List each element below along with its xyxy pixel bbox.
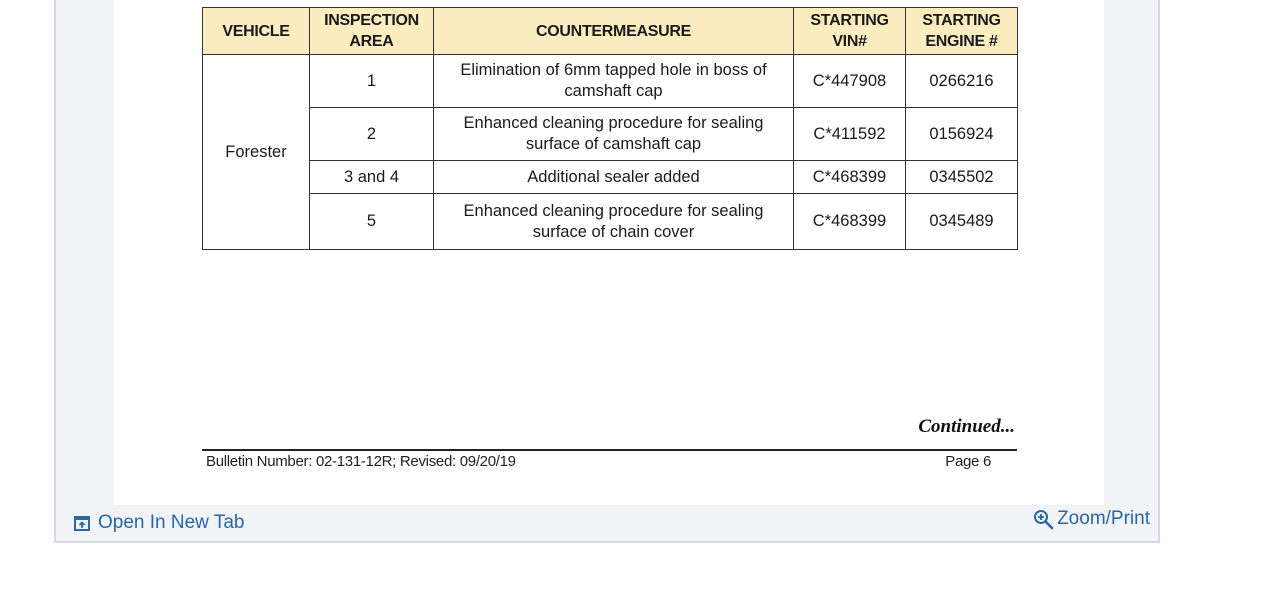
table-row bbox=[203, 55, 1018, 108]
header-inspection-area: INSPECTION AREA bbox=[310, 8, 434, 55]
open-in-new-tab-link[interactable] bbox=[74, 512, 244, 534]
vin-cell: C*447908 bbox=[794, 55, 906, 108]
countermeasure-cell: Enhanced cleaning procedure for sealing surface of chain cover bbox=[434, 194, 794, 250]
engine-cell: 0266216 bbox=[906, 55, 1018, 108]
vehicle-cell: Forester bbox=[203, 55, 310, 250]
engine-cell: 0345489 bbox=[906, 194, 1018, 250]
continued-label: Continued... bbox=[918, 416, 1015, 437]
header-vehicle: VEHICLE bbox=[203, 8, 310, 55]
document-page bbox=[114, 0, 1104, 505]
vin-cell: C*411592 bbox=[794, 108, 906, 161]
table-header-row bbox=[203, 8, 1018, 55]
table-row bbox=[203, 108, 1018, 161]
header-starting-vin: STARTING VIN# bbox=[794, 8, 906, 55]
table-row bbox=[203, 161, 1018, 194]
zoom-print-label: Zoom/Print bbox=[1057, 508, 1150, 529]
zoom-in-icon bbox=[1033, 509, 1054, 530]
countermeasure-cell: Enhanced cleaning procedure for sealing surface of camshaft cap bbox=[434, 108, 794, 161]
countermeasure-cell: Additional sealer added bbox=[434, 161, 794, 194]
header-countermeasure: COUNTERMEASURE bbox=[434, 8, 794, 55]
vin-cell: C*468399 bbox=[794, 161, 906, 194]
countermeasure-table bbox=[202, 7, 1018, 250]
area-cell: 2 bbox=[310, 108, 434, 161]
open-in-new-tab-label: Open In New Tab bbox=[98, 512, 245, 533]
bulletin-number: Bulletin Number: 02-131-12R; Revised: 09/20/19 bbox=[206, 453, 516, 470]
area-cell: 3 and 4 bbox=[310, 161, 434, 194]
document-viewer bbox=[54, 0, 1160, 543]
header-starting-engine: STARTING ENGINE # bbox=[906, 8, 1018, 55]
page-number: Page 6 bbox=[945, 453, 991, 470]
countermeasure-cell: Elimination of 6mm tapped hole in boss of camshaft cap bbox=[434, 55, 794, 108]
engine-cell: 0345502 bbox=[906, 161, 1018, 194]
engine-cell: 0156924 bbox=[906, 108, 1018, 161]
open-in-new-tab-icon bbox=[74, 516, 90, 531]
footer-divider bbox=[202, 449, 1017, 451]
area-cell: 5 bbox=[310, 194, 434, 250]
table-row bbox=[203, 194, 1018, 250]
vin-cell: C*468399 bbox=[794, 194, 906, 250]
area-cell: 1 bbox=[310, 55, 434, 108]
zoom-print-link[interactable] bbox=[1033, 508, 1150, 530]
